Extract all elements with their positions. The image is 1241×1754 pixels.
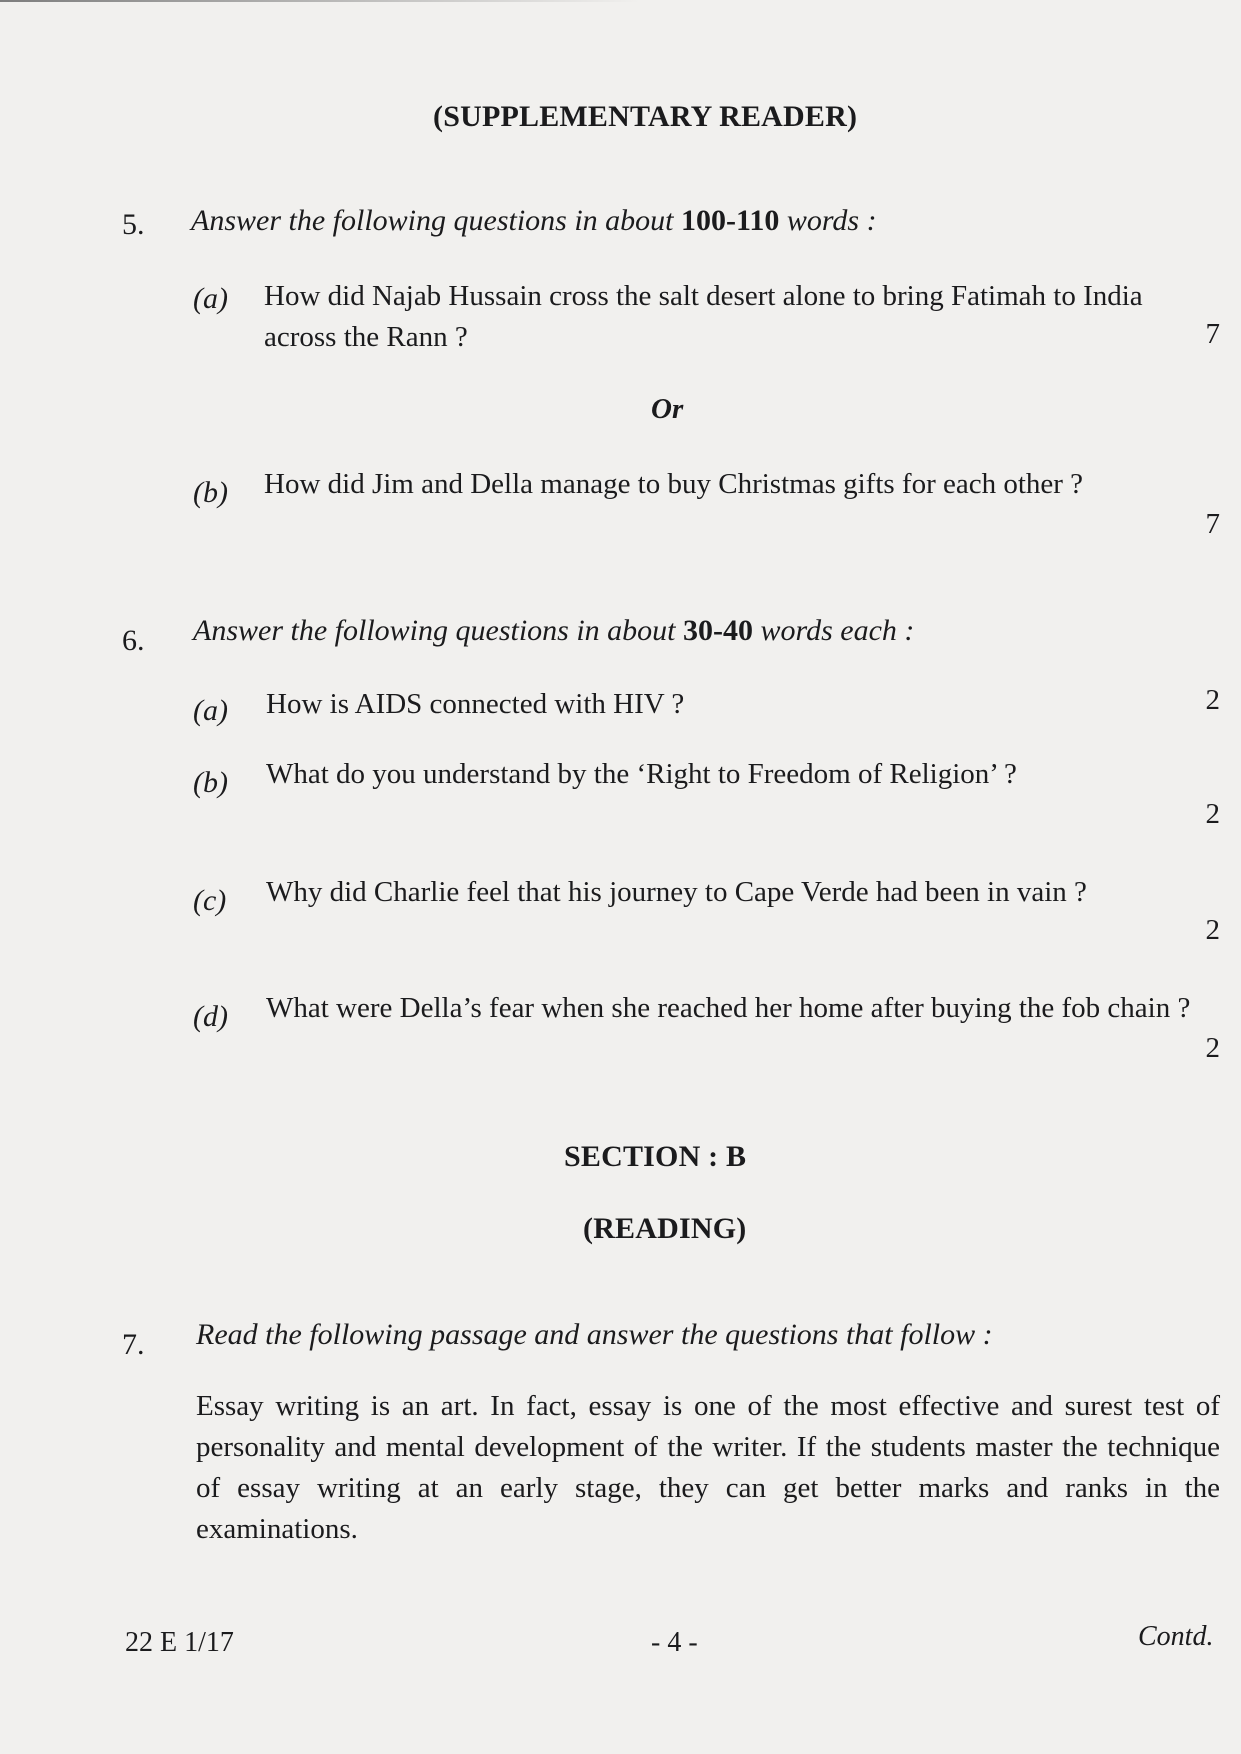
question-6-instruction: Answer the following questions in about 30-40 words each : (193, 614, 915, 647)
question-5-instruction: Answer the following questions in about 100-110 words : (191, 204, 877, 237)
question-6-number: 6. (122, 624, 145, 657)
page-top-edge (0, 0, 640, 2)
q6a-marks: 2 (1205, 684, 1220, 716)
reading-passage: Essay writing is an art. In fact, essay is one of the most effective and surest test of personality and mental development of the writer. If the students master the technique of essay writing at an early stage, they can get better marks and ranks in the examinations. (196, 1390, 1220, 1545)
footer-page-number: - 4 - (651, 1627, 698, 1658)
q6c-text: Why did Charlie feel that his journey to Cape Verde had been in vain ? (266, 876, 1087, 908)
question-7-instruction: Read the following passage and answer the questions that follow : (196, 1318, 993, 1351)
q6b-text: What do you understand by the ‘Right to Freedom of Religion’ ? (266, 758, 1017, 790)
q6d-marks: 2 (1205, 1032, 1220, 1064)
q5b-marks: 7 (1205, 508, 1220, 540)
q6b-label: (b) (193, 766, 228, 799)
q6c-marks: 2 (1205, 914, 1220, 946)
question-7-number: 7. (122, 1328, 145, 1361)
section-heading: (SUPPLEMENTARY READER) (433, 100, 858, 133)
q6a-text: How is AIDS connected with HIV ? (266, 688, 685, 720)
q6a-label: (a) (193, 694, 228, 727)
q5a-text: How did Najab Hussain cross the salt desert alone to bring Fatimah to India across the Rann ? (264, 280, 1143, 353)
or-separator: Or (651, 393, 684, 425)
q6c-label: (c) (193, 884, 227, 917)
q6d-text: What were Della’s fear when she reached her home after buying the fob chain ? (266, 992, 1191, 1024)
q6b-marks: 2 (1205, 798, 1220, 830)
q5b-label: (b) (193, 476, 228, 509)
q5a-marks: 7 (1205, 318, 1220, 350)
footer-paper-code: 22 E 1/17 (125, 1627, 234, 1658)
footer-continued: Contd. (1138, 1621, 1214, 1652)
q5a-label: (a) (193, 282, 228, 315)
question-5-number: 5. (122, 208, 145, 241)
q5b-text: How did Jim and Della manage to buy Christmas gifts for each other ? (264, 468, 1084, 500)
q6d-label: (d) (193, 1000, 228, 1033)
section-b-subtitle: (READING) (583, 1212, 747, 1245)
section-b-title: SECTION : B (564, 1140, 747, 1173)
